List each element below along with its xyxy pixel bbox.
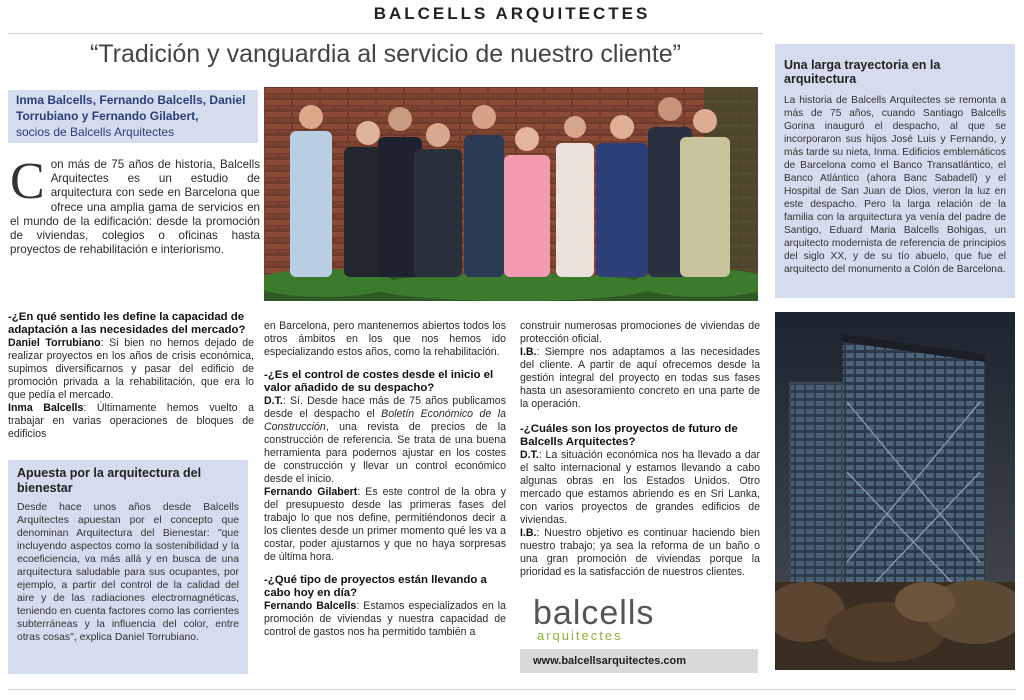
- answer-text: : Si bien no hemos dejado de realizar proyectos en los años de crisis económica, supimos diversificarnos y pasar del edificio de promoción privada a la rehabilitación, que era lo que pedía el mercado.: [8, 337, 254, 401]
- answer-4: [264, 486, 506, 564]
- authors-role: socios de Balcells Arquitectes: [16, 125, 175, 139]
- answer-text: : La situación económica nos ha llevado a dar el salto internacional y estamos llevando a cabo algunas obras en los Estados Unidos. Otro mercado que estamos abriendo es en Sri Lanka, con varios proyectos de grandes edificios de viviendas.: [520, 449, 760, 526]
- question-2: -¿Es el control de costes desde el inicio el valor añadido de su despacho?: [264, 369, 494, 394]
- dropcap: C: [10, 153, 45, 210]
- publication-title: Boletín Económico de la Construcción: [264, 408, 506, 433]
- answer-5: [264, 600, 506, 639]
- question-3: -¿Qué tipo de proyectos están llevando a cabo hoy en día?: [264, 574, 487, 599]
- logo-subtitle: arquitectes: [537, 628, 623, 643]
- speaker-name: Inma Balcells: [8, 402, 84, 414]
- answer-7: [520, 449, 760, 527]
- team-photo: [264, 87, 758, 301]
- trayectoria-body: La historia de Balcells Arquitectes se remonta a más de 75 años, cuando Santiago Balcells Gorina inauguró el despacho, al que se incorporaron sus hijos José Luis y Fernando, y más tarde su nieta, Inma. Edificios emblemáticos de Barcelona como el Banco Transatlántico, el Banco Atlántico (ahora Banc Sabadell) y el Hospital de San Juan de Dios, vieron la luz en este despacho. Pero la larga relación de la familia con la arquitectura ya venía del padre de Santigo, Eduard Maria Balcells Bohigas, un arquitecto modernista de referencia de principios del siglo XX, y de su tío abuelo, que fue el arquitecto del monumento a Colón de Barcelona.: [784, 95, 1006, 275]
- answer-text: : Es este control de la obra y del presupuesto desde las primeras fases del trabajo lo que nos define, permitiéndonos decir a los clientes desde un primer momento qué les va a costar, poder ajustarnos y que no haya sorpresas de última hora.: [264, 486, 506, 563]
- speaker-name: D.T.: [264, 395, 283, 407]
- bienestar-box: [8, 460, 248, 674]
- bienestar-title: Apuesta por la arquitectura del bienestar: [17, 466, 202, 495]
- continued-text: en Barcelona, pero mantenemos abiertos todos los otros ámbitos en los que nos hemos ido especializando estos años, como la rehabilitación.: [264, 320, 506, 358]
- bienestar-body: Desde hace unos años desde Balcells Arquitectes apuestan por el concepto que denominan Arquitectura del Bienestar: "que incluyendo aspectos como la sostenibilidad y la ecoeficiencia, va más allá y en busca de una arquitectura saludable para sus ocupantes, por ejemplo, a partir del control de la calidad del aire y de las radiaciones electromagnéticas, teniendo en cuenta factores como las corrientes subterráneas y la influencia del color, entre otras cosas", explica Daniel Torrubiano.: [17, 502, 239, 643]
- answer-text: : Siempre nos adaptamos a las necesidades del cliente. A partir de aquí ofrecemos desde la gestión integral del proyecto en todas sus fases hasta un asesoramiento concreto en una parte de la operación.: [520, 346, 760, 410]
- authors-box: [8, 90, 258, 143]
- answer-3: [264, 395, 506, 486]
- trayectoria-title: Una larga trayectoria en la arquitectura: [784, 58, 941, 86]
- bottom-divider: [8, 689, 1016, 690]
- answer-text: : Sí. Desde hace más de 75 años publicamos desde el despacho el: [264, 395, 506, 420]
- building-image: [775, 312, 1015, 670]
- website-link[interactable]: www.balcellsarquitectes.com: [533, 655, 687, 667]
- logo-wordmark: balcells: [533, 594, 655, 632]
- column-3: [520, 320, 760, 579]
- intro-text: on más de 75 años de historia, Balcells Arquitectes es un estudio de arquitectura con sede en Barcelona que ofrece una amplia gama de servicios en el mundo de la edificación: desde la promoción de viviendas, colegios o oficinas hasta proyectos de rehabilitación e interiorismo.: [10, 158, 260, 257]
- building-photo: [775, 312, 1015, 670]
- speaker-name: I.B.: [520, 346, 537, 358]
- intro-paragraph: [10, 153, 260, 257]
- trayectoria-box: [775, 44, 1015, 298]
- balcells-logo: [533, 596, 654, 642]
- speaker-name: D.T.: [520, 449, 539, 461]
- top-divider: [8, 33, 763, 34]
- answer-text: : Estamos especializados en la promoción de viviendas y nuestra capacidad de control de gastos nos ha permitido también a: [264, 600, 506, 638]
- headline: “Tradición y vanguardia al servicio de nuestro cliente”: [89, 40, 682, 68]
- speaker-name: Daniel Torrubiano: [8, 337, 101, 349]
- answer-2: [8, 402, 254, 441]
- masthead: BALCELLS ARQUITECTES: [373, 4, 651, 23]
- speaker-name: Fernando Balcells: [264, 600, 357, 612]
- answer-text: : Nuestro objetivo es continuar haciendo bien nuestro trabajo; ya sea la reforma de un baño o una gran promoción de viviendas porque la prioridad es la satisfacción de nuestros clientes.: [520, 527, 760, 578]
- answer-8: [520, 527, 760, 579]
- answer-1: [8, 337, 254, 402]
- answer-text: : Últimamente hemos vuelto a trabajar en varias operaciones de bloques de edificios: [8, 402, 255, 440]
- question-4: -¿Cuáles son los proyectos de futuro de Balcells Arquitectes?: [520, 423, 738, 448]
- continued-text: construir numerosas promociones de viviendas de protección oficial.: [520, 320, 760, 345]
- speaker-name: Fernando Gilabert: [264, 486, 358, 498]
- answer-text: , una revista de precios de la construcción de referencia. Se trata de una buena herramienta para podernos ajustar en los costes de construcción y llevar un control económico desde el inicio.: [264, 421, 506, 485]
- team-photo-image: [264, 87, 758, 301]
- question-1: -¿En qué sentido les define la capacidad de adaptación a las necesidades del mercado?: [8, 311, 246, 336]
- authors-names: Inma Balcells, Fernando Balcells, Daniel Torrubiano y Fernando Gilabert,: [16, 93, 246, 123]
- column-1: [8, 308, 254, 441]
- column-2: [264, 320, 506, 639]
- speaker-name: I.B.: [520, 527, 537, 539]
- answer-6: [520, 346, 760, 411]
